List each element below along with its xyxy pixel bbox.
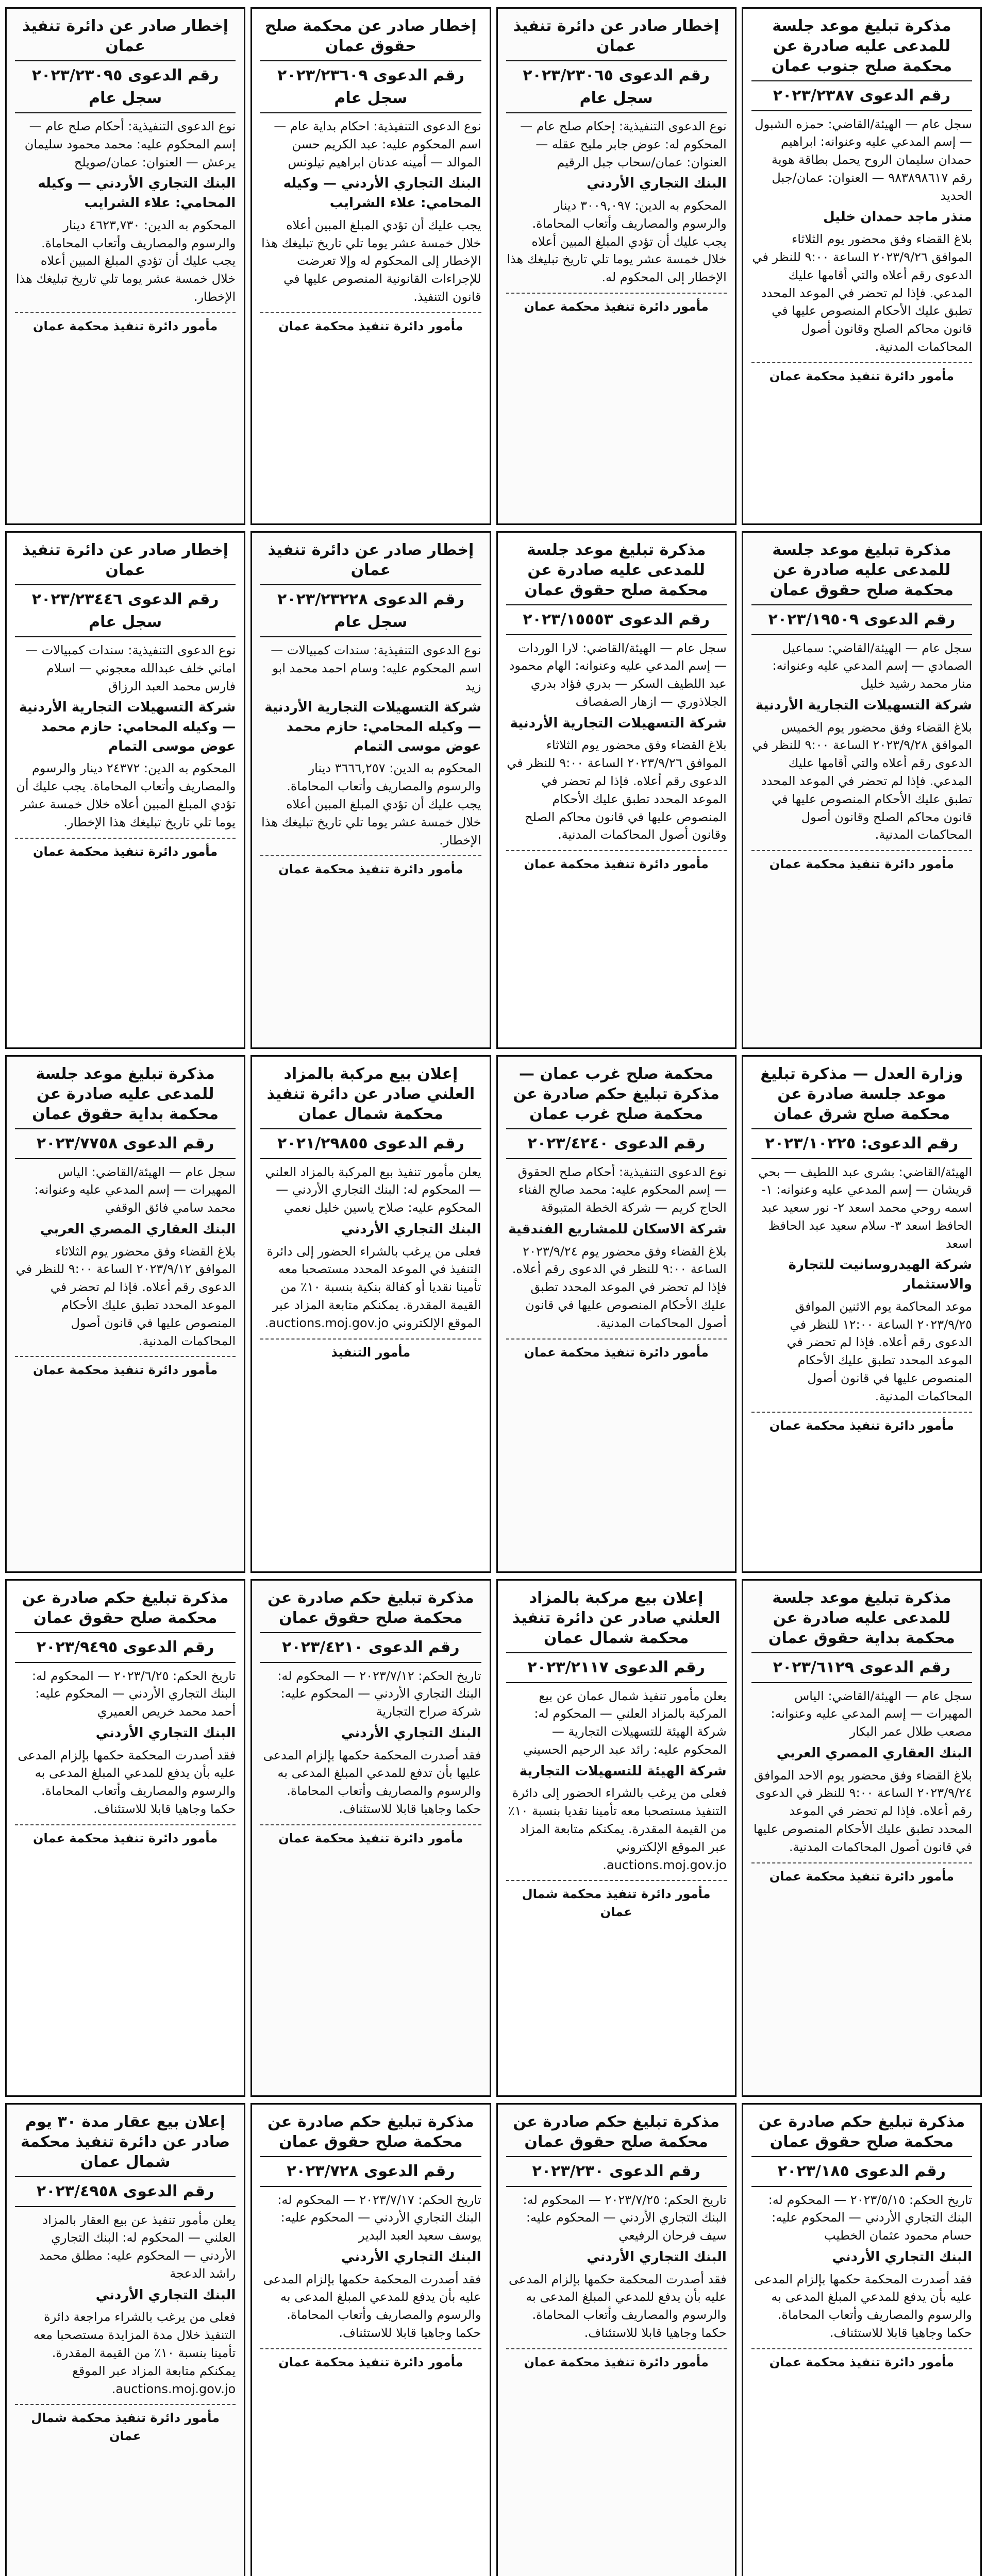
notice-footer: مأمور دائرة تنفيذ محكمة عمان — [15, 838, 236, 861]
notice-details: سجل عام — الهيئة/القاضي: حمزه الشبول — إسم المدعي عليه وعنوانه: ابراهيم حمدان سليمان الروح يحمل بطاقة هوية رقم ٩٨٣٨٩٨٦١٧ — العنوان: عمان/جبل الحديد — [755, 116, 972, 203]
party-name: شركة التسهيلات التجارية الأردنية — [510, 715, 727, 731]
notice-body: بلاغ القضاء وفق محضور يوم الثلاثاء الموافق ٢٠٢٣/٩/٢٦ الساعة ٩:٠٠ للنظر في الدعوى رقم أعلاه والتي أقامها عليك المدعي. فإذا لم تحضر في الموعد المحدد تطبق عليك الأحكام المنصوص عليها في قانون محاكم الصلح وقانون أصول المحاكمات المدنية. — [752, 232, 972, 354]
case-number: رقم الدعوى ٢٠٢٣/٢٣٨٧ — [751, 80, 972, 111]
notice-footer: مأمور دائرة تنفيذ محكمة عمان — [506, 850, 727, 873]
notice-body: بلاغ القضاء وفق محضور يوم ٢٠٢٣/٩/٢٤ الساعة ٩:٠٠ للنظر في الدعوى رقم أعلاه. فإذا لم تحضر في الموعد المحدد تطبق عليك الأحكام المنصوص عليها في قانون أصول المحاكمات المدنية. — [512, 1244, 727, 1330]
notice-body: المحكوم به الدين: ٣٠٠٩,٠٩٧ دينار والرسوم والمصاريف وأتعاب المحاماة. يجب عليك أن تؤدي المبلغ المبين أعلاه خلال خمسة عشر يوما تلي تاريخ تبليغك هذا الإخطار إلى المحكوم له. — [507, 198, 727, 285]
legal-notice — [250, 1579, 491, 2097]
notice-footer: مأمور دائرة تنفيذ محكمة عمان — [260, 2348, 481, 2371]
party-name: البنك العقاري المصري العربي — [40, 1221, 236, 1237]
notice-details: تاريخ الحكم: ٢٠٢٣/٧/١٢ — المحكوم له: البنك التجاري الأردني — المحكوم عليه: شركة صراح التجارية — [277, 1668, 481, 1719]
legal-notice — [5, 1579, 245, 2097]
case-number: رقم الدعوى ٢٠٢٣/٢٣٠٦٥ سجل عام — [506, 60, 727, 113]
party-name: منذر ماجد حمدان خليل — [823, 209, 972, 225]
case-number: رقم الدعوى ٢٠٢٣/١٩٥٠٩ — [751, 604, 972, 635]
notice-details: نوع الدعوى التنفيذية: إحكام صلح عام — المحكوم له: عوض جابر مليح عقله — العنوان: عمان/سحاب جبل الرقيم — [520, 119, 727, 170]
notice-title: إخطار صادر عن دائرة تنفيذ عمان — [267, 541, 474, 579]
notice-row — [5, 1579, 982, 2097]
legal-notice — [5, 7, 245, 525]
notice-footer: مأمور دائرة تنفيذ محكمة شمال عمان — [506, 1880, 727, 1921]
legal-notice — [496, 1055, 737, 1573]
party-name: البنك التجاري الأردني — [587, 176, 727, 192]
notice-body: بلاغ القضاء وفق محضور يوم الثلاثاء الموافق ٢٠٢٣/٩/١٢ الساعة ٩:٠٠ للنظر في الدعوى رقم أعلاه. فإذا لم تحضر في الموعد المحدد تطبق عليك الأحكام المنصوص عليها في قانون أصول المحاكمات المدنية. — [15, 1244, 236, 1348]
notice-body: المحكوم به الدين: ٤٦٢٣,٧٣٠ دينار والرسوم والمصاريف وأتعاب المحاماة. يجب عليك أن تؤدي المبلغ المبين أعلاه خلال خمسة عشر يوما تلي تاريخ تبليغك هذا الإخطار. — [15, 217, 236, 304]
party-name: البنك التجاري الأردني — [341, 1221, 481, 1237]
notice-body: فقد أصدرت المحكمة حكمها بإلزام المدعى عليه بأن يدفع للمدعي المبلغ المدعى به والرسوم والمصاريف وأتعاب المحاماة. حكما وجاهيا قابلا للاستئناف. — [754, 2272, 972, 2340]
case-number: رقم الدعوى ٢٠٢٣/١٥٥٥٣ — [506, 604, 727, 635]
notice-footer: مأمور دائرة تنفيذ محكمة عمان — [506, 2348, 727, 2371]
case-number: رقم الدعوى ٢٠٢٣/٢٣٦٠٩ سجل عام — [260, 60, 481, 113]
notice-details: تاريخ الحكم: ٢٠٢٣/٧/١٧ — المحكوم له: البنك التجاري الأردني — المحكوم عليه: يوسف سعيد العبد البدير — [277, 2192, 481, 2243]
notice-body: فعلى من يرغب بالشراء الحضور إلى دائرة التنفيذ في الموعد المحدد مستصحبا معه تأمينا نقديا أو كفالة بنكية بنسبة ١٠٪ من القيمة المقدرة. يمكنكم متابعة المزاد عبر الموقع الإلكتروني auctions.moj.gov.jo. — [264, 1244, 481, 1330]
party-name: البنك التجاري الأردني — [341, 2249, 481, 2265]
case-number: رقم الدعوى ٢٠٢٣/٤٩٥٨ — [15, 2176, 236, 2207]
notice-title: إخطار صادر عن دائرة تنفيذ عمان — [22, 17, 229, 55]
legal-notice — [250, 531, 491, 1049]
notice-footer: مأمور دائرة تنفيذ محكمة عمان — [751, 2348, 972, 2371]
party-name: شركة الاسكان للمشاريع الفندقية — [508, 1221, 727, 1237]
notice-details: الهيئة/القاضي: بشرى عبد اللطيف — بحي قريشان — إسم المدعي عليه وعنوانه: ١- اسمه روحي محمد اسعد ٢- نور سعيد عبد الحافظ اسعد ٣- سلام سعيد عبد الحافظ اسعد — [758, 1164, 972, 1251]
notice-title: محكمة صلح غرب عمان — مذكرة تبليغ حكم صادرة عن محكمة صلح غرب عمان — [513, 1065, 720, 1123]
notice-details: سجل عام — الهيئة/القاضي: لارا الوردات — إسم المدعي عليه وعنوانه: الهام محمود عبد اللطيف السكر — بدري فؤاد بدري الجلاذوري — ازهار الصفصاف — [509, 640, 727, 709]
party-name: شركة الهيدروسانيت للتجارة والاستثمار — [788, 1257, 972, 1293]
legal-notice — [250, 7, 491, 525]
notice-body: بلاغ القضاء وفق محضور يوم الثلاثاء الموافق ٢٠٢٣/٩/٢٦ الساعة ٩:٠٠ للنظر في الدعوى رقم أعلاه. فإذا لم تحضر في الموعد المحدد تطبق عليك الأحكام المنصوص عليها في قانون محاكم الصلح وقانون أصول المحاكمات المدنية. — [507, 738, 727, 842]
legal-notice — [5, 1055, 245, 1573]
legal-notice — [742, 531, 982, 1049]
legal-notice — [496, 1579, 737, 2097]
notice-details: نوع الدعوى التنفيذية: أحكام صلح عام — إسم المحكوم عليه: محمد محمود سليمان يرعش — العنوان: عمان/صويلح — [24, 119, 236, 170]
notice-title: إخطار صادر عن دائرة تنفيذ عمان — [513, 17, 720, 55]
notice-footer: مأمور دائرة تنفيذ محكمة عمان — [506, 1338, 727, 1362]
legal-notice — [250, 1055, 491, 1573]
notice-title: مذكرة تبليغ حكم صادرة عن محكمة صلح حقوق عمان — [267, 2113, 474, 2151]
notice-footer: مأمور التنفيذ — [260, 1338, 481, 1362]
notice-footer: مأمور دائرة تنفيذ محكمة عمان — [751, 1412, 972, 1435]
notice-footer: مأمور دائرة تنفيذ محكمة عمان — [260, 312, 481, 335]
notice-body: فقد أصدرت المحكمة حكمها بإلزام المدعى عليه بأن يدفع للمدعي المبلغ المدعى به والرسوم والمصاريف وأتعاب المحاماة. حكما وجاهيا قابلا للاستئناف. — [263, 2272, 481, 2340]
notice-details: يعلن مأمور تنفيذ شمال عمان عن بيع المركبة بالمزاد العلني — المحكوم له: شركة الهيئة للتسهيلات التجارية — المحكوم عليه: رائد عبد الرحيم الحسيني — [523, 1688, 727, 1757]
notice-footer: مأمور دائرة تنفيذ محكمة شمال عمان — [15, 2404, 236, 2445]
notice-title: إعلان بيع مركبة بالمزاد العلني صادر عن دائرة تنفيذ محكمة شمال عمان — [512, 1589, 721, 1647]
notice-details: يعلن مأمور تنفيذ عن بيع العقار بالمزاد العلني — المحكوم له: البنك التجاري الأردني — المحكوم عليه: مطلق محمد راشد الدعجة — [39, 2212, 236, 2281]
party-name: البنك التجاري الأردني — وكيله المحامي: علاء الشرايب — [38, 176, 236, 211]
party-name: شركة الهيئة للتسهيلات التجارية — [519, 1763, 727, 1779]
legal-notice — [742, 1579, 982, 2097]
notice-title: إعلان بيع مركبة بالمزاد العلني صادر عن دائرة تنفيذ محكمة شمال عمان — [266, 1065, 475, 1123]
legal-notice — [742, 1055, 982, 1573]
notice-details: سجل عام — الهيئة/القاضي: الياس المهيرات — إسم المدعي عليه وعنوانه: مصعب طلال عمر البكار — [771, 1688, 972, 1739]
notice-body: المحكوم به الدين: ٢٤٣٧٢ دينار والرسوم والمصاريف وأتعاب المحاماة. يجب عليك أن تؤدي المبلغ المبين أعلاه خلال خمسة عشر يوما تلي تاريخ تبليغك هذا الإخطار. — [16, 761, 236, 829]
notice-footer: مأمور دائرة تنفيذ محكمة عمان — [751, 362, 972, 385]
party-name: شركة التسهيلات التجارية الأردنية — [755, 697, 972, 713]
notice-body: يجب عليك أن تؤدي المبلغ المبين أعلاه خلال خمسة عشر يوما تلي تاريخ تبليغك هذا الإخطار إلى المحكوم له وإلا تعرضت للإجراءات القانونية المنصوص عليها في قانون التنفيذ. — [261, 217, 481, 304]
case-number: رقم الدعوى ٢٠٢٣/٤٢٤٠ — [506, 1128, 727, 1159]
notice-title: مذكرة تبليغ موعد جلسة للمدعى عليه صادرة عن محكمة صلح جنوب عمان — [771, 17, 952, 75]
legal-notice — [250, 2103, 491, 2576]
notice-body: موعد المحاكمة يوم الاثنين الموافق ٢٠٢٣/٩/٢٥ الساعة ١٢:٠٠ للنظر في الدعوى رقم أعلاه. فإذا لم تحضر في الموعد المحدد تطبق عليك الأحكام المنصوص عليها في قانون أصول المحاكمات المدنية. — [787, 1299, 972, 1403]
notice-body: بلاغ القضاء وفق محضور يوم الاحد الموافق ٢٠٢٣/٩/٢٤ الساعة ٩:٠٠ للنظر في الدعوى رقم أعلاه. فإذا لم تحضر في الموعد المحدد تطبق عليك الأحكام المنصوص عليها في قانون أصول المحاكمات المدنية. — [754, 1768, 972, 1854]
party-name: شركة التسهيلات التجارية الأردنية — وكيله المحامي: حازم محمد عوض موسى التمام — [264, 700, 481, 754]
party-name: البنك التجاري الأردني — [95, 2287, 236, 2303]
case-number: رقم الدعوى ٢٠٢٣/٢٣٠ — [506, 2156, 727, 2187]
notice-row — [5, 531, 982, 1049]
notice-details: تاريخ الحكم: ٢٠٢٣/٧/٢٥ — المحكوم له: البنك التجاري الأردني — المحكوم عليه: سيف فرحان الرفيعي — [523, 2192, 727, 2243]
case-number: رقم الدعوى ٢٠٢٣/٧٧٥٨ — [15, 1128, 236, 1159]
notice-details: سجل عام — الهيئة/القاضي: الياس المهيرات — إسم المدعي عليه وعنوانه: محمد سامي فائق الوقفي — [34, 1164, 236, 1215]
notice-body: فعلى من يرغب بالشراء مراجعة دائرة التنفيذ خلال مدة المزايدة مستصحبا معه تأمينا بنسبة ١٠٪ من القيمة المقدرة. يمكنكم متابعة المزاد عبر الموقع auctions.moj.gov.jo. — [33, 2310, 236, 2396]
case-number: رقم الدعوى ٢٠٢٣/٦١٢٩ — [751, 1652, 972, 1683]
notice-title: مذكرة تبليغ حكم صادرة عن محكمة صلح حقوق عمان — [267, 1589, 474, 1627]
notice-body: فقد أصدرت المحكمة حكمها بإلزام المدعى عليها بأن تدفع للمدعي المبلغ المدعى به والرسوم والمصاريف وأتعاب المحاماة. حكما وجاهيا قابلا للاستئناف. — [263, 1748, 481, 1816]
party-name: البنك التجاري الأردني — [341, 1725, 481, 1741]
party-name: البنك التجاري الأردني — [95, 1725, 236, 1741]
notice-details: تاريخ الحكم: ٢٠٢٣/٥/١٥ — المحكوم له: البنك التجاري الأردني — المحكوم عليه: حسام محمود عثمان الخطيب — [768, 2192, 972, 2243]
case-number: رقم الدعوى ٢٠٢٣/٢٣٤٤٦ سجل عام — [15, 584, 236, 637]
notice-footer: مأمور دائرة تنفيذ محكمة عمان — [751, 850, 972, 873]
legal-notice — [496, 2103, 737, 2576]
case-number: رقم الدعوى ٢٠٢٣/٢٣٢٢٨ سجل عام — [260, 584, 481, 637]
notice-row — [5, 1055, 982, 1573]
case-number: رقم الدعوى ٢٠٢٣/٧٢٨ — [260, 2156, 481, 2187]
legal-notice — [5, 2103, 245, 2576]
notice-details: نوع الدعوى التنفيذية: سندات كمبيالات — اسم المحكوم عليه: وسام احمد محمد ابو زيد — [271, 643, 481, 693]
notice-body: بلاغ القضاء وفق محضور يوم الخميس الموافق ٢٠٢٣/٩/٢٨ الساعة ٩:٠٠ للنظر في الدعوى رقم أعلاه والتي أقامها عليك المدعي. فإذا لم تحضر في الموعد المحدد تطبق عليك الأحكام المنصوص عليها في قانون محاكم الصلح وقانون أصول المحاكمات المدنية. — [752, 720, 972, 842]
notice-body: فعلى من يرغب بالشراء الحضور إلى دائرة التنفيذ مستصحبا معه تأمينا نقديا بنسبة ١٠٪ من القيمة المقدرة. يمكنكم متابعة المزاد عبر الموقع الإلكتروني auctions.moj.gov.jo. — [508, 1786, 727, 1872]
notice-title: مذكرة تبليغ موعد جلسة للمدعى عليه صادرة عن محكمة صلح حقوق عمان — [769, 541, 954, 599]
case-number: رقم الدعوى ٢٠٢٣/٤٢١٠ — [260, 1632, 481, 1663]
notice-details: نوع الدعوى التنفيذية: سندات كمبيالات — اماني خلف عبدالله معجوني — اسلام فارس محمد العبد الرزاق — [25, 643, 236, 693]
notice-title: مذكرة تبليغ موعد جلسة للمدعى عليه صادرة عن محكمة صلح حقوق عمان — [524, 541, 708, 599]
notice-footer: مأمور دائرة تنفيذ محكمة عمان — [15, 312, 236, 335]
notice-title: إخطار صادر عن محكمة صلح حقوق عمان — [265, 17, 477, 55]
case-number: رقم الدعوى: ٢٠٢٣/١٠٢٢٥ — [751, 1128, 972, 1159]
legal-notice — [496, 531, 737, 1049]
case-number: رقم الدعوى ٢٠٢٣/٢١١٧ — [506, 1652, 727, 1683]
case-number: رقم الدعوى ٢٠٢٣/١٨٥ — [751, 2156, 972, 2187]
notice-title: إخطار صادر عن دائرة تنفيذ عمان — [22, 541, 229, 579]
case-number: رقم الدعوى ٢٠٢٣/٢٣٠٩٥ سجل عام — [15, 60, 236, 113]
notice-details: نوع الدعوى التنفيذية: احكام بداية عام — اسم المحكوم عليه: عبد الكريم حسن الموالد — أمينه عدنان ابراهيم تيلونس — [274, 119, 481, 170]
party-name: البنك التجاري الأردني — [832, 2249, 972, 2265]
legal-notice — [5, 531, 245, 1049]
party-name: البنك العقاري المصري العربي — [776, 1745, 972, 1761]
notice-row — [5, 2103, 982, 2576]
legal-notice — [742, 7, 982, 525]
party-name: البنك التجاري الأردني — وكيله المحامي: علاء الشرايب — [283, 176, 481, 211]
notice-title: مذكرة تبليغ حكم صادرة عن محكمة صلح حقوق عمان — [513, 2113, 720, 2151]
notice-details: يعلن مأمور تنفيذ بيع المركبة بالمزاد العلني — المحكوم له: البنك التجاري الأردني — المحكوم عليه: صلاح ياسين خليل نعمي — [265, 1164, 481, 1215]
notice-details: سجل عام — الهيئة/القاضي: سماعيل الصمادي — إسم المدعي عليه وعنوانه: منار محمد رشيد خليل — [772, 640, 972, 691]
party-name: شركة التسهيلات التجارية الأردنية — وكيله المحامي: حازم محمد عوض موسى التمام — [19, 700, 236, 754]
notice-title: مذكرة تبليغ حكم صادرة عن محكمة صلح حقوق عمان — [22, 1589, 229, 1627]
notice-title: إعلان بيع عقار مدة ٣٠ يوم صادر عن دائرة تنفيذ محكمة شمال عمان — [21, 2113, 230, 2171]
notice-footer: مأمور دائرة تنفيذ محكمة عمان — [506, 293, 727, 316]
notice-row — [5, 7, 982, 525]
legal-notice — [742, 2103, 982, 2576]
notice-details: نوع الدعوى التنفيذية: أحكام صلح الحقوق — إسم المحكوم عليه: محمد صالح الفناء الحاج كريم — شركة الخطة المتبوقة — [517, 1164, 727, 1215]
notice-title: مذكرة تبليغ موعد جلسة للمدعى عليه صادرة عن محكمة بداية حقوق عمان — [32, 1065, 219, 1123]
legal-notice — [496, 7, 737, 525]
notice-body: فقد أصدرت المحكمة حكمها بإلزام المدعى عليه بأن يدفع للمدعي المبلغ المدعى به والرسوم والمصاريف وأتعاب المحاماة. حكما وجاهيا قابلا للاستئناف. — [18, 1748, 236, 1816]
notice-footer: مأمور دائرة تنفيذ محكمة عمان — [15, 1356, 236, 1379]
notice-footer: مأمور دائرة تنفيذ محكمة عمان — [751, 1862, 972, 1886]
notice-title: وزارة العدل — مذكرة تبليغ موعد جلسة صادرة عن محكمة صلح شرق عمان — [760, 1065, 963, 1123]
case-number: رقم الدعوى ٢٠٢٣/٩٤٩٥ — [15, 1632, 236, 1663]
notice-footer: مأمور دائرة تنفيذ محكمة عمان — [15, 1824, 236, 1848]
party-name: البنك التجاري الأردني — [587, 2249, 727, 2265]
notice-title: مذكرة تبليغ حكم صادرة عن محكمة صلح حقوق عمان — [758, 2113, 965, 2151]
notice-footer: مأمور دائرة تنفيذ محكمة عمان — [260, 1824, 481, 1848]
notice-details: تاريخ الحكم: ٢٠٢٣/٦/٢٥ — المحكوم له: البنك التجاري الأردني — المحكوم عليه: أحمد محمد خريص العميري — [32, 1668, 236, 1719]
case-number: رقم الدعوى ٢٠٢١/٢٩٨٥٥ — [260, 1128, 481, 1159]
notice-footer: مأمور دائرة تنفيذ محكمة عمان — [260, 855, 481, 878]
notice-title: مذكرة تبليغ موعد جلسة للمدعى عليه صادرة عن محكمة بداية حقوق عمان — [768, 1589, 955, 1647]
notice-body: فقد أصدرت المحكمة حكمها بإلزام المدعى عليه بأن يدفع للمدعي المبلغ المدعى به والرسوم والمصاريف وأتعاب المحاماة. حكما وجاهيا قابلا للاستئناف. — [509, 2272, 727, 2340]
notice-body: المحكوم به الدين: ٣٦٦٦,٢٥٧ دينار والرسوم والمصاريف وأتعاب المحاماة. يجب عليك أن تؤدي المبلغ المبين أعلاه خلال خمسة عشر يوما تلي تاريخ تبليغك هذا الإخطار. — [261, 761, 481, 848]
